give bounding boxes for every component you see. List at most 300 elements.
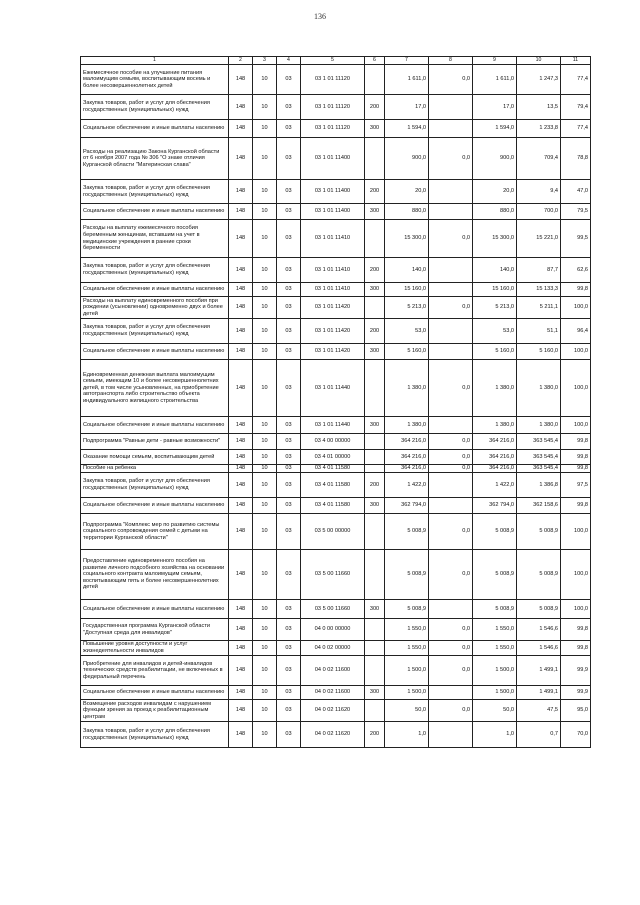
change-amount-cell: 0,0 bbox=[429, 619, 473, 641]
change-amount-cell: 0,0 bbox=[429, 550, 473, 600]
ministry-code-cell: 148 bbox=[229, 65, 253, 95]
target-item-code-cell: 03 1 01 11400 bbox=[301, 204, 365, 220]
table-row bbox=[81, 686, 591, 700]
executed-amount-cell: 363 545,4 bbox=[517, 465, 561, 473]
change-amount-cell bbox=[429, 258, 473, 283]
change-amount-cell bbox=[429, 204, 473, 220]
change-amount-cell bbox=[429, 417, 473, 434]
executed-amount-cell: 709,4 bbox=[517, 138, 561, 180]
change-amount-cell: 0,0 bbox=[429, 434, 473, 450]
execution-percent-cell: 100,0 bbox=[561, 360, 591, 417]
row-name-cell: Социальное обеспечение и иные выплаты населению bbox=[81, 283, 229, 297]
change-amount-cell: 0,0 bbox=[429, 700, 473, 722]
row-name-cell: Социальное обеспечение и иные выплаты населению bbox=[81, 204, 229, 220]
column-number: 9 bbox=[473, 57, 517, 65]
subsection-code-cell: 03 bbox=[277, 722, 301, 748]
subsection-code-cell: 03 bbox=[277, 498, 301, 514]
row-name-cell: Ежемесячное пособие на улучшение питания малоимущим семьям, воспитывающим восемь и более несовершеннолетних детей bbox=[81, 65, 229, 95]
column-number: 8 bbox=[429, 57, 473, 65]
approved-amount-cell: 364 216,0 bbox=[385, 465, 429, 473]
table-row bbox=[81, 120, 591, 138]
expense-type-cell: 200 bbox=[365, 258, 385, 283]
ministry-code-cell: 148 bbox=[229, 220, 253, 258]
execution-percent-cell: 99,8 bbox=[561, 434, 591, 450]
change-amount-cell: 0,0 bbox=[429, 220, 473, 258]
subsection-code-cell: 03 bbox=[277, 344, 301, 360]
expense-type-cell bbox=[365, 619, 385, 641]
section-code-cell: 10 bbox=[253, 180, 277, 204]
refined-amount-cell: 364 216,0 bbox=[473, 465, 517, 473]
table-row bbox=[81, 204, 591, 220]
table-row bbox=[81, 600, 591, 619]
execution-percent-cell: 100,0 bbox=[561, 550, 591, 600]
target-item-code-cell: 03 1 01 11410 bbox=[301, 220, 365, 258]
row-name-cell: Повышение уровня доступности и услуг жизнедеятельности инвалидов bbox=[81, 641, 229, 656]
table-row bbox=[81, 656, 591, 686]
column-number: 5 bbox=[301, 57, 365, 65]
target-item-code-cell: 03 1 01 11120 bbox=[301, 65, 365, 95]
ministry-code-cell: 148 bbox=[229, 686, 253, 700]
target-item-code-cell: 04 0 02 11620 bbox=[301, 700, 365, 722]
ministry-code-cell: 148 bbox=[229, 297, 253, 319]
approved-amount-cell: 50,0 bbox=[385, 700, 429, 722]
subsection-code-cell: 03 bbox=[277, 686, 301, 700]
ministry-code-cell: 148 bbox=[229, 465, 253, 473]
expense-type-cell: 300 bbox=[365, 204, 385, 220]
change-amount-cell bbox=[429, 344, 473, 360]
ministry-code-cell: 148 bbox=[229, 204, 253, 220]
section-code-cell: 10 bbox=[253, 120, 277, 138]
refined-amount-cell: 1,0 bbox=[473, 722, 517, 748]
approved-amount-cell: 1 611,0 bbox=[385, 65, 429, 95]
row-name-cell: Закупка товаров, работ и услуг для обеспечения государственных (муниципальных) нужд bbox=[81, 258, 229, 283]
expense-type-cell: 300 bbox=[365, 120, 385, 138]
expense-type-cell: 200 bbox=[365, 473, 385, 498]
approved-amount-cell: 900,0 bbox=[385, 138, 429, 180]
executed-amount-cell: 0,7 bbox=[517, 722, 561, 748]
execution-percent-cell: 95,0 bbox=[561, 700, 591, 722]
target-item-code-cell: 03 1 01 11120 bbox=[301, 95, 365, 120]
section-code-cell: 10 bbox=[253, 344, 277, 360]
expense-type-cell bbox=[365, 65, 385, 95]
executed-amount-cell: 5 160,0 bbox=[517, 344, 561, 360]
target-item-code-cell: 03 1 01 11440 bbox=[301, 360, 365, 417]
section-code-cell: 10 bbox=[253, 360, 277, 417]
executed-amount-cell: 5 008,9 bbox=[517, 514, 561, 550]
target-item-code-cell: 03 1 01 11410 bbox=[301, 283, 365, 297]
target-item-code-cell: 04 0 02 11600 bbox=[301, 686, 365, 700]
ministry-code-cell: 148 bbox=[229, 641, 253, 656]
executed-amount-cell: 363 545,4 bbox=[517, 434, 561, 450]
execution-percent-cell: 97,5 bbox=[561, 473, 591, 498]
approved-amount-cell: 140,0 bbox=[385, 258, 429, 283]
ministry-code-cell: 148 bbox=[229, 550, 253, 600]
budget-execution-table bbox=[80, 56, 591, 748]
expense-type-cell: 200 bbox=[365, 95, 385, 120]
ministry-code-cell: 148 bbox=[229, 498, 253, 514]
executed-amount-cell: 51,1 bbox=[517, 319, 561, 344]
subsection-code-cell: 03 bbox=[277, 319, 301, 344]
row-name-cell: Подпрограмма "Комплекс мер по развитию системы социального сопровождения семей с детьми на территории Курганской области" bbox=[81, 514, 229, 550]
refined-amount-cell: 1 550,0 bbox=[473, 641, 517, 656]
subsection-code-cell: 03 bbox=[277, 619, 301, 641]
ministry-code-cell: 148 bbox=[229, 656, 253, 686]
section-code-cell: 10 bbox=[253, 319, 277, 344]
table-row bbox=[81, 473, 591, 498]
change-amount-cell bbox=[429, 319, 473, 344]
refined-amount-cell: 53,0 bbox=[473, 319, 517, 344]
expense-type-cell: 200 bbox=[365, 319, 385, 344]
row-name-cell: Государственная программа Курганской области "Доступная среда для инвалидов" bbox=[81, 619, 229, 641]
executed-amount-cell: 13,5 bbox=[517, 95, 561, 120]
row-name-cell: Закупка товаров, работ и услуг для обеспечения государственных (муниципальных) нужд bbox=[81, 180, 229, 204]
target-item-code-cell: 04 0 00 00000 bbox=[301, 619, 365, 641]
approved-amount-cell: 1 550,0 bbox=[385, 641, 429, 656]
section-code-cell: 10 bbox=[253, 450, 277, 465]
target-item-code-cell: 04 0 02 11600 bbox=[301, 656, 365, 686]
target-item-code-cell: 03 4 01 11580 bbox=[301, 498, 365, 514]
expense-type-cell: 200 bbox=[365, 180, 385, 204]
row-name-cell: Оказание помощи семьям, воспитывающим детей bbox=[81, 450, 229, 465]
ministry-code-cell: 148 bbox=[229, 473, 253, 498]
expense-type-cell: 300 bbox=[365, 283, 385, 297]
approved-amount-cell: 15 160,0 bbox=[385, 283, 429, 297]
execution-percent-cell: 100,0 bbox=[561, 514, 591, 550]
target-item-code-cell: 03 1 01 11420 bbox=[301, 319, 365, 344]
target-item-code-cell: 03 4 01 11580 bbox=[301, 465, 365, 473]
section-code-cell: 10 bbox=[253, 65, 277, 95]
section-code-cell: 10 bbox=[253, 473, 277, 498]
subsection-code-cell: 03 bbox=[277, 514, 301, 550]
subsection-code-cell: 03 bbox=[277, 220, 301, 258]
execution-percent-cell: 47,0 bbox=[561, 180, 591, 204]
approved-amount-cell: 1 500,0 bbox=[385, 656, 429, 686]
subsection-code-cell: 03 bbox=[277, 656, 301, 686]
expense-type-cell bbox=[365, 450, 385, 465]
column-number: 7 bbox=[385, 57, 429, 65]
expense-type-cell: 200 bbox=[365, 722, 385, 748]
target-item-code-cell: 03 1 01 11120 bbox=[301, 120, 365, 138]
target-item-code-cell: 03 5 00 11660 bbox=[301, 550, 365, 600]
executed-amount-cell: 1 247,3 bbox=[517, 65, 561, 95]
execution-percent-cell: 99,8 bbox=[561, 619, 591, 641]
row-name-cell: Пособие на ребенка bbox=[81, 465, 229, 473]
table-row bbox=[81, 95, 591, 120]
executed-amount-cell: 1 546,6 bbox=[517, 619, 561, 641]
target-item-code-cell: 03 5 00 00000 bbox=[301, 514, 365, 550]
table-row bbox=[81, 619, 591, 641]
execution-percent-cell: 100,0 bbox=[561, 344, 591, 360]
approved-amount-cell: 1,0 bbox=[385, 722, 429, 748]
ministry-code-cell: 148 bbox=[229, 434, 253, 450]
section-code-cell: 10 bbox=[253, 434, 277, 450]
change-amount-cell: 0,0 bbox=[429, 138, 473, 180]
ministry-code-cell: 148 bbox=[229, 700, 253, 722]
table-row bbox=[81, 550, 591, 600]
table-row bbox=[81, 297, 591, 319]
table-row bbox=[81, 450, 591, 465]
section-code-cell: 10 bbox=[253, 686, 277, 700]
expense-type-cell: 300 bbox=[365, 344, 385, 360]
approved-amount-cell: 5 160,0 bbox=[385, 344, 429, 360]
executed-amount-cell: 5 211,1 bbox=[517, 297, 561, 319]
subsection-code-cell: 03 bbox=[277, 297, 301, 319]
ministry-code-cell: 148 bbox=[229, 319, 253, 344]
target-item-code-cell: 04 0 02 11620 bbox=[301, 722, 365, 748]
target-item-code-cell: 03 1 01 11420 bbox=[301, 297, 365, 319]
table-row bbox=[81, 722, 591, 748]
column-number: 11 bbox=[561, 57, 591, 65]
column-number: 3 bbox=[253, 57, 277, 65]
refined-amount-cell: 1 500,0 bbox=[473, 686, 517, 700]
ministry-code-cell: 148 bbox=[229, 344, 253, 360]
table-row bbox=[81, 360, 591, 417]
subsection-code-cell: 03 bbox=[277, 550, 301, 600]
expense-type-cell: 300 bbox=[365, 417, 385, 434]
row-name-cell: Закупка товаров, работ и услуг для обеспечения государственных (муниципальных) нужд bbox=[81, 319, 229, 344]
change-amount-cell: 0,0 bbox=[429, 465, 473, 473]
section-code-cell: 10 bbox=[253, 700, 277, 722]
refined-amount-cell: 364 216,0 bbox=[473, 450, 517, 465]
row-name-cell: Расходы на выплату единовременного пособия при рождении (усыновлении) одновременно двух и более детей bbox=[81, 297, 229, 319]
approved-amount-cell: 362 794,0 bbox=[385, 498, 429, 514]
table-row bbox=[81, 65, 591, 95]
ministry-code-cell: 148 bbox=[229, 283, 253, 297]
ministry-code-cell: 148 bbox=[229, 360, 253, 417]
execution-percent-cell: 99,8 bbox=[561, 641, 591, 656]
approved-amount-cell: 1 550,0 bbox=[385, 619, 429, 641]
refined-amount-cell: 17,0 bbox=[473, 95, 517, 120]
approved-amount-cell: 1 380,0 bbox=[385, 417, 429, 434]
section-code-cell: 10 bbox=[253, 95, 277, 120]
expense-type-cell bbox=[365, 656, 385, 686]
executed-amount-cell: 362 158,6 bbox=[517, 498, 561, 514]
executed-amount-cell: 1 499,1 bbox=[517, 656, 561, 686]
section-code-cell: 10 bbox=[253, 417, 277, 434]
executed-amount-cell: 700,0 bbox=[517, 204, 561, 220]
expense-type-cell bbox=[365, 138, 385, 180]
execution-percent-cell: 79,5 bbox=[561, 204, 591, 220]
row-name-cell: Социальное обеспечение и иные выплаты населению bbox=[81, 600, 229, 619]
subsection-code-cell: 03 bbox=[277, 641, 301, 656]
refined-amount-cell: 1 422,0 bbox=[473, 473, 517, 498]
approved-amount-cell: 1 594,0 bbox=[385, 120, 429, 138]
approved-amount-cell: 15 300,0 bbox=[385, 220, 429, 258]
refined-amount-cell: 15 300,0 bbox=[473, 220, 517, 258]
executed-amount-cell: 47,5 bbox=[517, 700, 561, 722]
approved-amount-cell: 17,0 bbox=[385, 95, 429, 120]
row-name-cell: Социальное обеспечение и иные выплаты населению bbox=[81, 686, 229, 700]
subsection-code-cell: 03 bbox=[277, 204, 301, 220]
target-item-code-cell: 03 1 01 11410 bbox=[301, 258, 365, 283]
execution-percent-cell: 99,8 bbox=[561, 450, 591, 465]
ministry-code-cell: 148 bbox=[229, 619, 253, 641]
subsection-code-cell: 03 bbox=[277, 95, 301, 120]
execution-percent-cell: 99,9 bbox=[561, 656, 591, 686]
row-name-cell: Единовременная денежная выплата малоимущим семьям, имеющим 10 и более несовершеннолетних детей, в том числе усыновленных, на приобретение автотранспорта либо строительство объекта индивидуального жилищного строительства bbox=[81, 360, 229, 417]
refined-amount-cell: 5 008,9 bbox=[473, 600, 517, 619]
approved-amount-cell: 364 216,0 bbox=[385, 450, 429, 465]
section-code-cell: 10 bbox=[253, 619, 277, 641]
change-amount-cell bbox=[429, 180, 473, 204]
row-name-cell: Предоставление единовременного пособия на развитие личного подсобного хозяйства на основании социального контракта малоимущим семьям, воспитывающим пять и более несовершеннолетних детей bbox=[81, 550, 229, 600]
expense-type-cell: 300 bbox=[365, 498, 385, 514]
section-code-cell: 10 bbox=[253, 258, 277, 283]
executed-amount-cell: 1 380,0 bbox=[517, 360, 561, 417]
target-item-code-cell: 03 4 01 11580 bbox=[301, 473, 365, 498]
subsection-code-cell: 03 bbox=[277, 360, 301, 417]
execution-percent-cell: 96,4 bbox=[561, 319, 591, 344]
table-row bbox=[81, 498, 591, 514]
section-code-cell: 10 bbox=[253, 204, 277, 220]
target-item-code-cell: 03 4 00 00000 bbox=[301, 434, 365, 450]
target-item-code-cell: 03 5 00 11660 bbox=[301, 600, 365, 619]
table-row bbox=[81, 434, 591, 450]
change-amount-cell bbox=[429, 473, 473, 498]
table-row bbox=[81, 344, 591, 360]
expense-type-cell bbox=[365, 465, 385, 473]
expense-type-cell bbox=[365, 641, 385, 656]
subsection-code-cell: 03 bbox=[277, 434, 301, 450]
section-code-cell: 10 bbox=[253, 656, 277, 686]
approved-amount-cell: 364 216,0 bbox=[385, 434, 429, 450]
ministry-code-cell: 148 bbox=[229, 450, 253, 465]
expense-type-cell bbox=[365, 514, 385, 550]
refined-amount-cell: 140,0 bbox=[473, 258, 517, 283]
ministry-code-cell: 148 bbox=[229, 722, 253, 748]
expense-type-cell bbox=[365, 550, 385, 600]
row-name-cell: Социальное обеспечение и иные выплаты населению bbox=[81, 344, 229, 360]
expense-type-cell: 300 bbox=[365, 600, 385, 619]
subsection-code-cell: 03 bbox=[277, 450, 301, 465]
ministry-code-cell: 148 bbox=[229, 514, 253, 550]
refined-amount-cell: 1 550,0 bbox=[473, 619, 517, 641]
ministry-code-cell: 148 bbox=[229, 258, 253, 283]
row-name-cell: Приобретение для инвалидов и детей-инвалидов технических средств реабилитации, не включенных в федеральный перечень bbox=[81, 656, 229, 686]
expense-type-cell bbox=[365, 297, 385, 319]
row-name-cell: Социальное обеспечение и иные выплаты населению bbox=[81, 498, 229, 514]
table-row bbox=[81, 465, 591, 473]
column-number: 1 bbox=[81, 57, 229, 65]
section-code-cell: 10 bbox=[253, 550, 277, 600]
change-amount-cell: 0,0 bbox=[429, 656, 473, 686]
ministry-code-cell: 148 bbox=[229, 180, 253, 204]
row-name-cell: Возмещение расходов инвалидам с нарушением функции зрения за проезд к реабилитационным центрам bbox=[81, 700, 229, 722]
refined-amount-cell: 362 794,0 bbox=[473, 498, 517, 514]
executed-amount-cell: 1 386,8 bbox=[517, 473, 561, 498]
change-amount-cell bbox=[429, 686, 473, 700]
subsection-code-cell: 03 bbox=[277, 600, 301, 619]
execution-percent-cell: 78,8 bbox=[561, 138, 591, 180]
table-row bbox=[81, 700, 591, 722]
column-number: 4 bbox=[277, 57, 301, 65]
column-number-row bbox=[81, 57, 591, 65]
change-amount-cell bbox=[429, 283, 473, 297]
column-number: 10 bbox=[517, 57, 561, 65]
execution-percent-cell: 99,8 bbox=[561, 465, 591, 473]
target-item-code-cell: 04 0 02 00000 bbox=[301, 641, 365, 656]
subsection-code-cell: 03 bbox=[277, 283, 301, 297]
executed-amount-cell: 15 221,0 bbox=[517, 220, 561, 258]
execution-percent-cell: 100,0 bbox=[561, 600, 591, 619]
approved-amount-cell: 1 500,0 bbox=[385, 686, 429, 700]
refined-amount-cell: 1 594,0 bbox=[473, 120, 517, 138]
subsection-code-cell: 03 bbox=[277, 120, 301, 138]
target-item-code-cell: 03 1 01 11400 bbox=[301, 138, 365, 180]
section-code-cell: 10 bbox=[253, 297, 277, 319]
executed-amount-cell: 87,7 bbox=[517, 258, 561, 283]
approved-amount-cell: 880,0 bbox=[385, 204, 429, 220]
refined-amount-cell: 1 380,0 bbox=[473, 417, 517, 434]
table-row bbox=[81, 138, 591, 180]
execution-percent-cell: 62,6 bbox=[561, 258, 591, 283]
approved-amount-cell: 1 422,0 bbox=[385, 473, 429, 498]
table-row bbox=[81, 258, 591, 283]
executed-amount-cell: 1 380,0 bbox=[517, 417, 561, 434]
subsection-code-cell: 03 bbox=[277, 258, 301, 283]
refined-amount-cell: 5 213,0 bbox=[473, 297, 517, 319]
refined-amount-cell: 15 160,0 bbox=[473, 283, 517, 297]
approved-amount-cell: 1 380,0 bbox=[385, 360, 429, 417]
execution-percent-cell: 77,4 bbox=[561, 65, 591, 95]
change-amount-cell bbox=[429, 95, 473, 120]
execution-percent-cell: 99,8 bbox=[561, 498, 591, 514]
ministry-code-cell: 148 bbox=[229, 120, 253, 138]
row-name-cell: Закупка товаров, работ и услуг для обеспечения государственных (муниципальных) нужд bbox=[81, 95, 229, 120]
approved-amount-cell: 5 008,9 bbox=[385, 514, 429, 550]
row-name-cell: Закупка товаров, работ и услуг для обеспечения государственных (муниципальных) нужд bbox=[81, 722, 229, 748]
refined-amount-cell: 1 500,0 bbox=[473, 656, 517, 686]
row-name-cell: Расходы на реализацию Закона Курганской области от 6 ноября 2007 года № 306 "О знаке отличия Курганской области "Материнская слава" bbox=[81, 138, 229, 180]
change-amount-cell: 0,0 bbox=[429, 65, 473, 95]
section-code-cell: 10 bbox=[253, 138, 277, 180]
refined-amount-cell: 5 008,9 bbox=[473, 550, 517, 600]
refined-amount-cell: 50,0 bbox=[473, 700, 517, 722]
table-row bbox=[81, 641, 591, 656]
ministry-code-cell: 148 bbox=[229, 138, 253, 180]
refined-amount-cell: 20,0 bbox=[473, 180, 517, 204]
change-amount-cell bbox=[429, 498, 473, 514]
executed-amount-cell: 5 008,9 bbox=[517, 600, 561, 619]
row-name-cell: Расходы на выплату ежемесячного пособия беременным женщинам, вставшим на учет в медицинские учреждения в ранние сроки беременности bbox=[81, 220, 229, 258]
change-amount-cell: 0,0 bbox=[429, 360, 473, 417]
change-amount-cell: 0,0 bbox=[429, 450, 473, 465]
column-number: 2 bbox=[229, 57, 253, 65]
table-row bbox=[81, 180, 591, 204]
execution-percent-cell: 99,8 bbox=[561, 283, 591, 297]
change-amount-cell: 0,0 bbox=[429, 297, 473, 319]
section-code-cell: 10 bbox=[253, 600, 277, 619]
approved-amount-cell: 5 213,0 bbox=[385, 297, 429, 319]
execution-percent-cell: 100,0 bbox=[561, 417, 591, 434]
row-name-cell: Социальное обеспечение и иные выплаты населению bbox=[81, 417, 229, 434]
executed-amount-cell: 363 545,4 bbox=[517, 450, 561, 465]
table-row bbox=[81, 283, 591, 297]
section-code-cell: 10 bbox=[253, 498, 277, 514]
table-row bbox=[81, 319, 591, 344]
execution-percent-cell: 99,9 bbox=[561, 686, 591, 700]
change-amount-cell bbox=[429, 120, 473, 138]
ministry-code-cell: 148 bbox=[229, 600, 253, 619]
target-item-code-cell: 03 1 01 11400 bbox=[301, 180, 365, 204]
expense-type-cell: 300 bbox=[365, 686, 385, 700]
execution-percent-cell: 79,4 bbox=[561, 95, 591, 120]
section-code-cell: 10 bbox=[253, 220, 277, 258]
execution-percent-cell: 99,5 bbox=[561, 220, 591, 258]
row-name-cell: Социальное обеспечение и иные выплаты населению bbox=[81, 120, 229, 138]
executed-amount-cell: 15 133,3 bbox=[517, 283, 561, 297]
approved-amount-cell: 5 008,9 bbox=[385, 600, 429, 619]
